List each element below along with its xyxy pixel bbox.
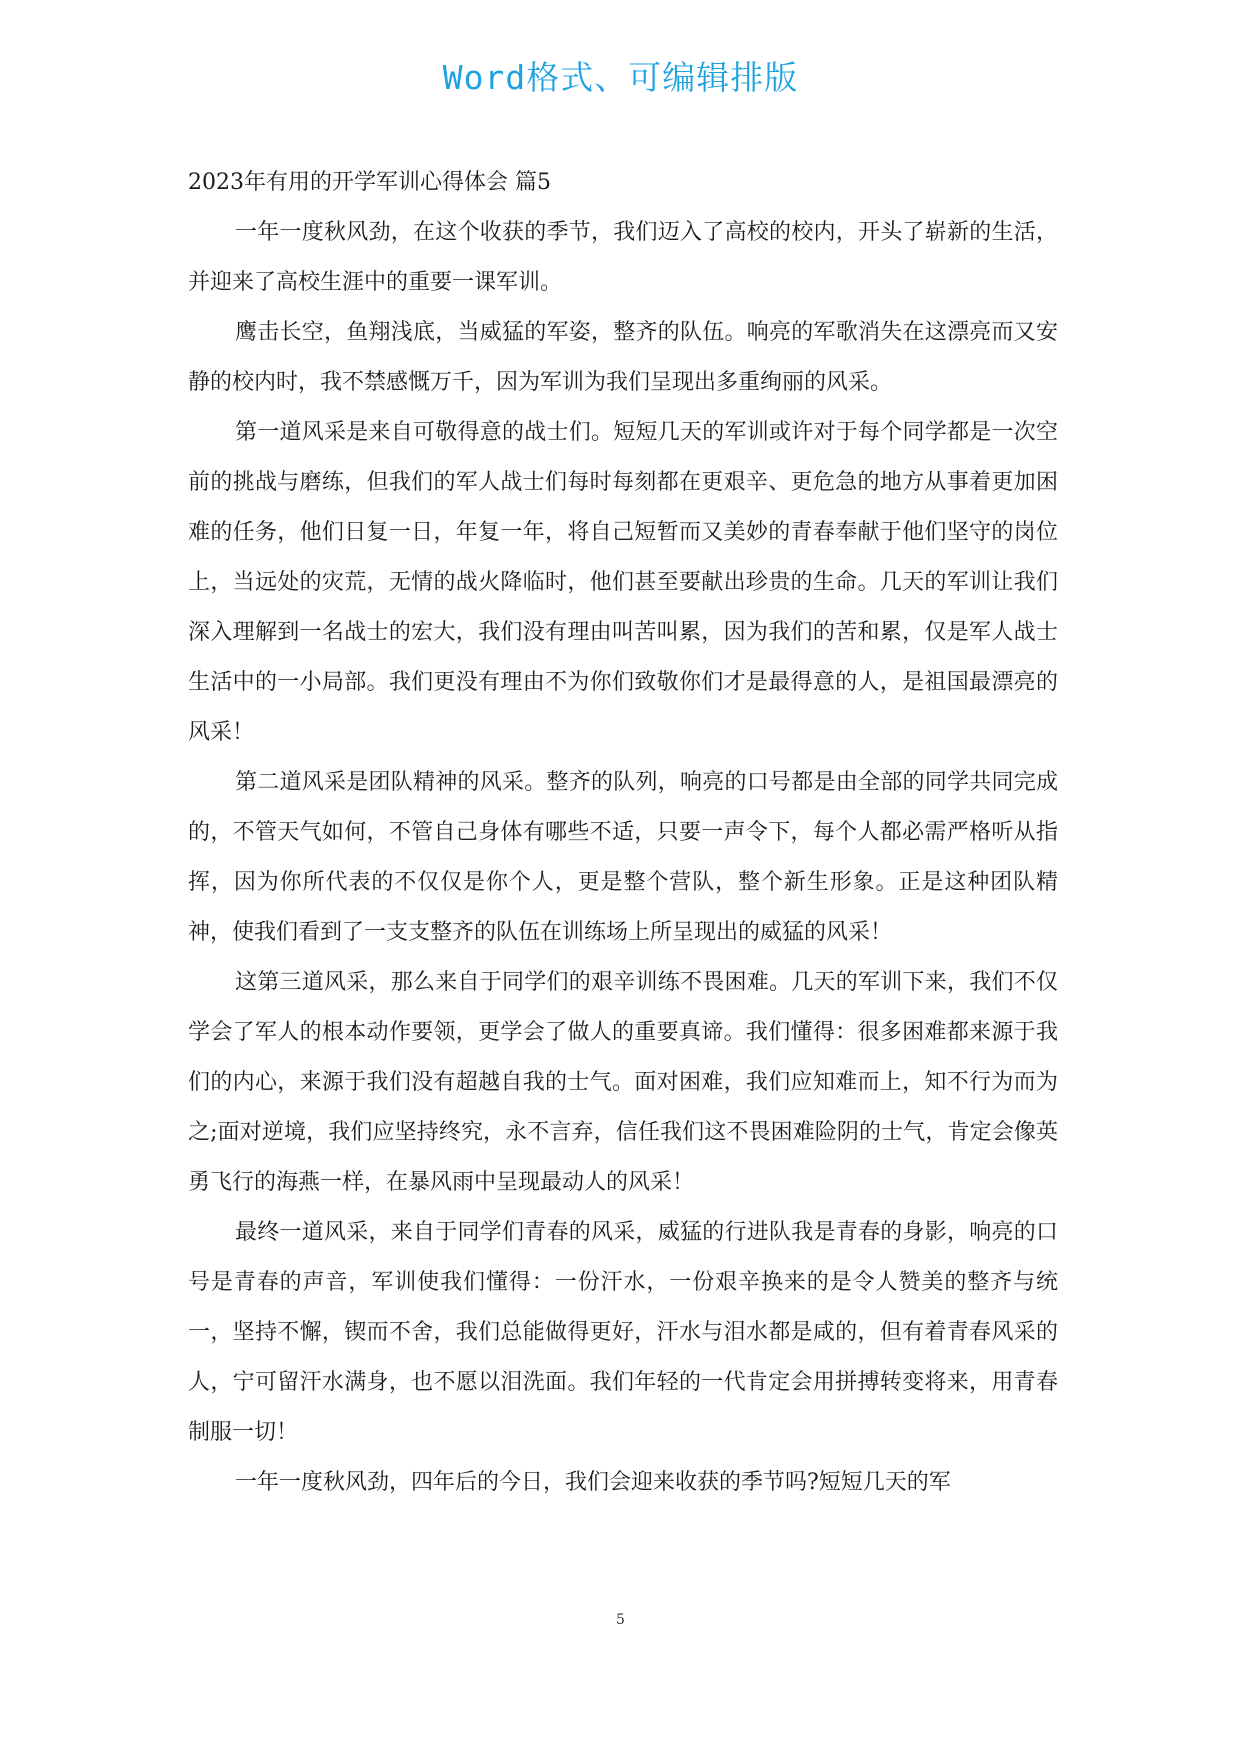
paragraph-4: 第二道风采是团队精神的风采。整齐的队列，响亮的口号都是由全部的同学共同完成的，不管天气如何，不管自己身体有哪些不适，只要一声令下，每个人都必需严格听从指挥，因为你所代表的不仅仅是你个人，更是整个营队，整个新生形象。正是这种团队精神，使我们看到了一支支整齐的队伍在训练场上所呈现出的威猛的风采！: [188, 770, 1058, 945]
paragraph-1: 一年一度秋风劲，在这个收获的季节，我们迈入了高校的校内，开头了崭新的生活，并迎来了高校生涯中的重要一课军训。: [188, 220, 1058, 295]
document-body: [188, 158, 1058, 1508]
document-header-title: Word格式、可编辑排版: [442, 58, 799, 97]
paragraph-7: 一年一度秋风劲，四年后的今日，我们会迎来收获的季节吗?短短几天的军: [235, 1470, 951, 1495]
paragraph-5: 这第三道风采，那么来自于同学们的艰辛训练不畏困难。几天的军训下来，我们不仅学会了军人的根本动作要领，更学会了做人的重要真谛。我们懂得：很多困难都来源于我们的内心，来源于我们没有超越自我的士气。面对困难，我们应知难而上，知不行为而为之;面对逆境，我们应坚持终究，永不言弃，信任我们这不畏困难险阴的士气，肯定会像英勇飞行的海燕一样，在暴风雨中呈现最动人的风采！: [188, 970, 1058, 1195]
paragraph-3: 第一道风采是来自可敬得意的战士们。短短几天的军训或许对于每个同学都是一次空前的挑战与磨练，但我们的军人战士们每时每刻都在更艰辛、更危急的地方从事着更加困难的任务，他们日复一日，年复一年，将自己短暂而又美妙的青春奉献于他们坚守的岗位上，当远处的灾荒，无情的战火降临时，他们甚至要献出珍贵的生命。几天的军训让我们深入理解到一名战士的宏大，我们没有理由叫苦叫累，因为我们的苦和累，仅是军人战士生活中的一小局部。我们更没有理由不为你们致敬你们才是最得意的人，是祖国最漂亮的风采！: [188, 420, 1058, 745]
paragraph-6: 最终一道风采，来自于同学们青春的风采，威猛的行进队我是青春的身影，响亮的口号是青春的声音，军训使我们懂得：一份汗水，一份艰辛换来的是令人赞美的整齐与统一，坚持不懈，锲而不舍，我们总能做得更好，汗水与泪水都是咸的，但有着青春风采的人，宁可留汗水满身，也不愿以泪洗面。我们年轻的一代肯定会用拼搏转变将来，用青春制服一切！: [188, 1220, 1058, 1445]
document-heading: 2023年有用的开学军训心得体会 篇5: [188, 170, 551, 195]
page-number: 5: [616, 1612, 625, 1628]
paragraph-2: 鹰击长空，鱼翔浅底，当威猛的军姿，整齐的队伍。响亮的军歌消失在这漂亮而又安静的校内时，我不禁感慨万千，因为军训为我们呈现出多重绚丽的风采。: [188, 320, 1058, 395]
